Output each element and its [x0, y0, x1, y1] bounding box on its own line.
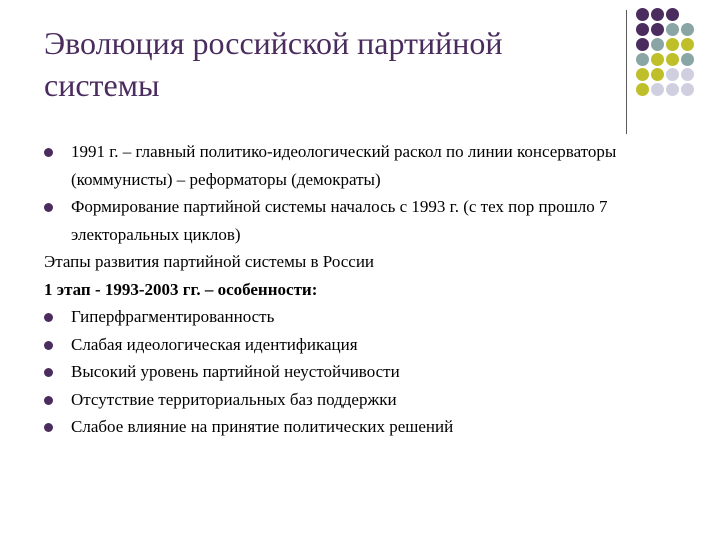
- decorative-dot: [681, 23, 694, 36]
- bullet-icon: [44, 313, 53, 322]
- decorative-dot: [636, 8, 649, 21]
- decorative-dot: [666, 53, 679, 66]
- slide-content: [44, 138, 694, 441]
- bullet-text: Слабое влияние на принятие политических решений: [71, 417, 454, 436]
- stage-bullet-item: [44, 413, 694, 441]
- decorative-dot: [681, 53, 694, 66]
- section-heading: Этапы развития партийной системы в России: [44, 252, 375, 271]
- bullet-icon: [44, 368, 53, 377]
- slide-title: Эволюция российской партийной системы: [44, 25, 503, 103]
- decorative-dot: [651, 68, 664, 81]
- decorative-dot: [666, 8, 679, 21]
- decorative-dot: [636, 23, 649, 36]
- bullet-text: Формирование партийной системы началось с 1993 г. (с тех пор прошло 7 электоральных циклов): [71, 197, 608, 244]
- bullet-icon: [44, 341, 53, 350]
- decorative-dot-grid: [636, 8, 694, 96]
- bullet-item-split: [44, 138, 694, 193]
- bullet-icon: [44, 423, 53, 432]
- decorative-dot: [666, 38, 679, 51]
- bullet-item-formation: [44, 193, 694, 248]
- decorative-dot: [666, 83, 679, 96]
- decorative-dot: [636, 38, 649, 51]
- stage-bullet-item: [44, 386, 694, 414]
- decorative-dot: [681, 83, 694, 96]
- decorative-dot: [636, 68, 649, 81]
- decorative-dot: [651, 8, 664, 21]
- bullet-icon: [44, 203, 53, 212]
- stage-heading: 1 этап - 1993-2003 гг. – особенности:: [44, 279, 318, 299]
- bullet-text: Отсутствие территориальных баз поддержки: [71, 389, 397, 409]
- decorative-dot: [636, 53, 649, 66]
- decorative-dot: [681, 68, 694, 81]
- empty-dot-slot: [681, 8, 694, 21]
- bullet-text: Гиперфрагментированность: [71, 307, 275, 326]
- bullet-text: Слабая идеологическая идентификация: [71, 334, 358, 354]
- decorative-dot: [651, 83, 664, 96]
- bullet-icon: [44, 396, 53, 405]
- decorative-dot: [666, 68, 679, 81]
- bullet-text: Высокий уровень партийной неустойчивости: [71, 362, 400, 381]
- stage-bullet-item: [44, 331, 694, 359]
- stage-bullet-item: [44, 358, 694, 386]
- decorative-dot: [681, 38, 694, 51]
- stage-bullet-item: [44, 303, 694, 331]
- decorative-dot: [651, 53, 664, 66]
- bullet-text: 1991 г. – главный политико-идеологический раскол по линии консерваторы (коммунисты) – реформаторы (демократы): [71, 142, 617, 189]
- title-divider-line: [626, 10, 627, 134]
- decorative-dot: [636, 83, 649, 96]
- decorative-dot: [651, 23, 664, 36]
- decorative-dot: [651, 38, 664, 51]
- bullet-icon: [44, 148, 53, 157]
- decorative-dot: [666, 23, 679, 36]
